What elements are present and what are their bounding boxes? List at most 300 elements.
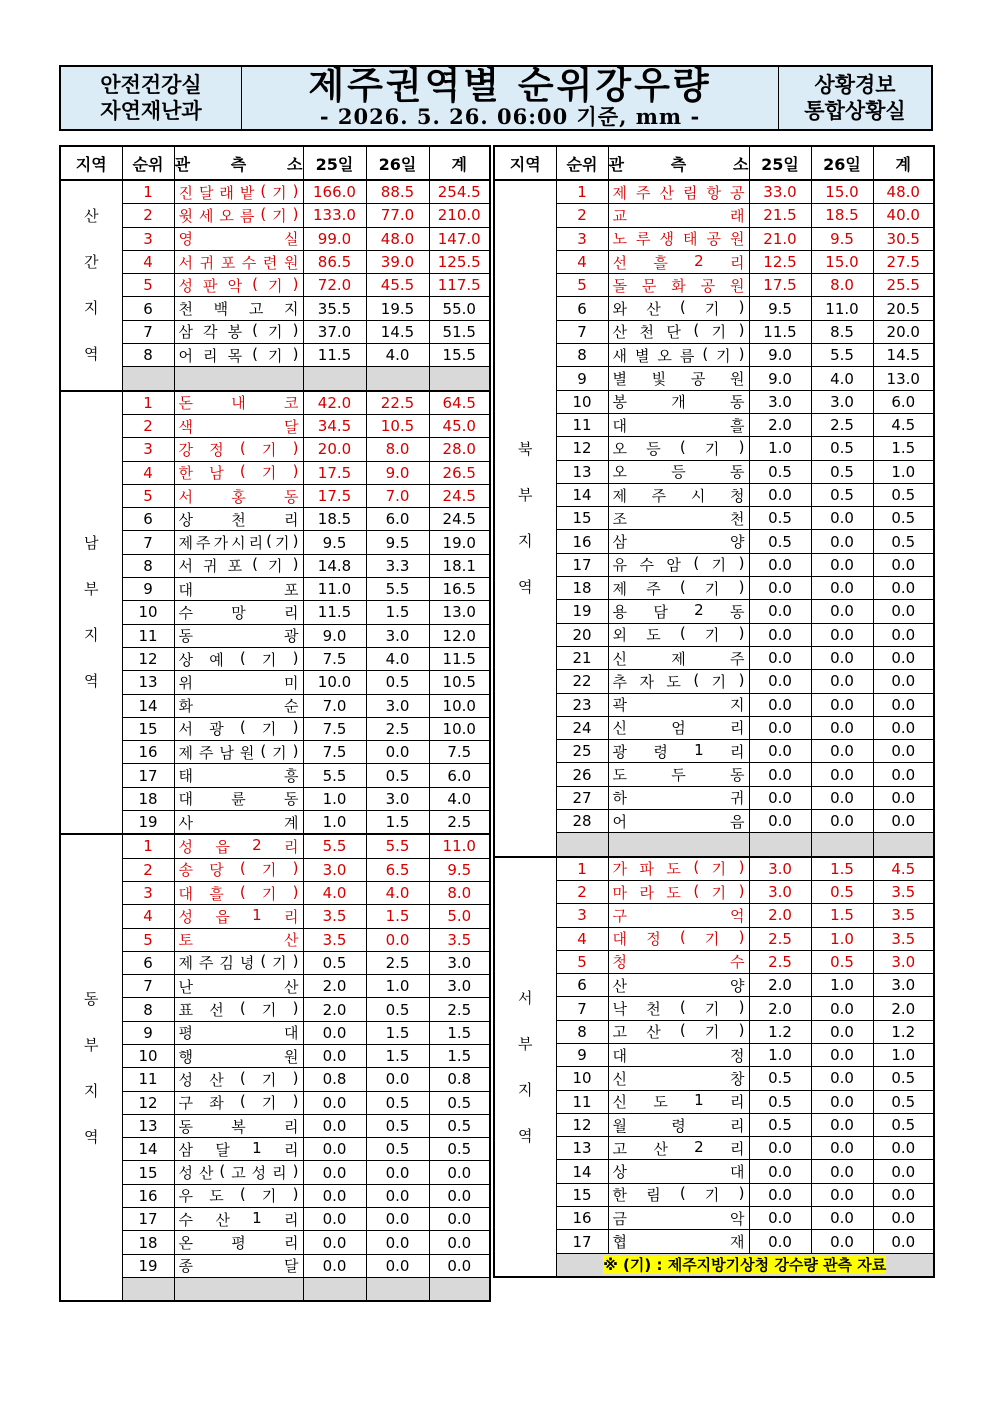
day25-cell: 3.0 — [749, 880, 811, 903]
rank-cell: 10 — [556, 390, 608, 413]
day25-cell: 3.0 — [749, 857, 811, 881]
department-line-1: 안전건강실 — [100, 73, 202, 97]
rank-cell: 14 — [122, 694, 174, 717]
total-cell: 64.5 — [429, 391, 490, 415]
table-row — [494, 950, 934, 973]
table-row — [60, 881, 490, 904]
table-row — [494, 577, 934, 600]
total-cell: 210.0 — [429, 204, 490, 227]
station-name: 평 대 — [178, 1024, 299, 1043]
day26-cell: 0.5 — [366, 764, 429, 787]
total-cell: 3.0 — [873, 974, 934, 997]
day26-cell: 48.0 — [366, 227, 429, 250]
day25-cell: 1.0 — [749, 1043, 811, 1066]
total-cell: 2.5 — [429, 998, 490, 1021]
rank-cell: 2 — [556, 880, 608, 903]
region-cell — [60, 391, 122, 835]
day25-cell: 0.0 — [749, 1137, 811, 1160]
station-name: 성 산 ( 기 ) — [178, 1068, 299, 1089]
day25-cell: 0.0 — [749, 1183, 811, 1206]
total-cell: 13.0 — [873, 367, 934, 390]
day25-cell: 0.5 — [749, 1067, 811, 1090]
table-row — [60, 274, 490, 297]
total-cell: 0.5 — [873, 1067, 934, 1090]
total-cell: 4.5 — [873, 413, 934, 436]
day26-cell: 1.0 — [366, 975, 429, 998]
station-cell — [174, 1231, 303, 1254]
blank-cell — [366, 1277, 429, 1301]
day25-cell: 33.0 — [749, 180, 811, 204]
day25-cell: 3.0 — [749, 390, 811, 413]
day25-cell: 0.0 — [303, 1021, 366, 1044]
table-row — [494, 1207, 934, 1230]
table-row — [494, 974, 934, 997]
region-label: 동부지역 — [84, 989, 99, 1146]
table-row — [60, 834, 490, 858]
day26-cell: 22.5 — [366, 391, 429, 415]
office-line-1: 상황경보 — [814, 73, 896, 97]
day26-cell: 0.0 — [811, 646, 873, 669]
blank-cell — [749, 833, 811, 857]
station-name: 서 광 ( 기 ) — [178, 718, 299, 739]
rank-cell: 13 — [556, 460, 608, 483]
table-row — [494, 927, 934, 950]
station-cell — [174, 975, 303, 998]
day26-cell: 1.0 — [811, 974, 873, 997]
day25-cell: 4.0 — [303, 881, 366, 904]
station-cell — [174, 414, 303, 437]
rank-cell: 13 — [122, 671, 174, 694]
rank-cell: 9 — [122, 578, 174, 601]
table-row — [60, 647, 490, 670]
total-cell: 0.0 — [873, 763, 934, 786]
rank-cell: 5 — [556, 950, 608, 973]
day25-cell: 0.0 — [749, 600, 811, 623]
day26-cell: 3.0 — [366, 694, 429, 717]
total-cell: 6.0 — [429, 764, 490, 787]
day25-cell: 42.0 — [303, 391, 366, 415]
table-row — [60, 1254, 490, 1277]
total-cell: 11.5 — [429, 647, 490, 670]
rainfall-table-left — [59, 145, 491, 1302]
table-row — [60, 204, 490, 227]
day25-cell: 0.0 — [749, 646, 811, 669]
day25-cell: 1.0 — [749, 437, 811, 460]
rank-cell: 4 — [122, 905, 174, 928]
station-name: 제 주 가 시 리 ( 기 ) — [178, 532, 299, 553]
table-row — [60, 461, 490, 484]
day25-cell: 11.0 — [303, 578, 366, 601]
station-name: 수 산 1 리 — [178, 1208, 299, 1229]
total-cell: 0.0 — [873, 786, 934, 809]
table-row — [60, 694, 490, 717]
station-name: 수 망 리 — [178, 603, 299, 622]
rank-cell: 1 — [556, 180, 608, 204]
office-line-2: 통합상황실 — [804, 99, 906, 123]
rank-cell: 2 — [556, 204, 608, 227]
station-name: 금 악 — [612, 1209, 745, 1228]
day25-cell: 17.5 — [749, 274, 811, 297]
day26-cell: 0.5 — [366, 998, 429, 1021]
day25-cell: 35.5 — [303, 297, 366, 320]
table-row — [494, 274, 934, 297]
day26-cell: 0.0 — [811, 1067, 873, 1090]
station-name: 청 수 — [612, 953, 745, 972]
total-cell: 0.5 — [429, 1091, 490, 1114]
day25-cell: 1.0 — [303, 811, 366, 835]
station-cell — [174, 787, 303, 810]
rank-cell: 1 — [556, 857, 608, 881]
station-cell — [174, 461, 303, 484]
blank-cell — [429, 1277, 490, 1301]
station-name: 제 주 산 림 항 공 — [612, 183, 745, 202]
rank-cell: 7 — [122, 320, 174, 343]
day26-cell: 0.0 — [811, 693, 873, 716]
rank-cell: 10 — [556, 1067, 608, 1090]
day25-cell: 0.0 — [749, 763, 811, 786]
station-name: 고 산 ( 기 ) — [612, 1021, 745, 1042]
total-cell: 0.0 — [429, 1161, 490, 1184]
day25-cell: 3.5 — [303, 905, 366, 928]
col-day26: 26일 — [366, 146, 429, 180]
col-rank: 순위 — [122, 146, 174, 180]
day25-cell: 0.0 — [749, 716, 811, 739]
total-cell: 0.0 — [873, 623, 934, 646]
station-cell — [174, 1161, 303, 1184]
document-header — [59, 65, 933, 131]
total-cell: 3.5 — [873, 904, 934, 927]
station-name: 사 계 — [178, 813, 299, 832]
table-row — [494, 250, 934, 273]
total-cell: 13.0 — [429, 601, 490, 624]
station-name: 추 자 도 ( 기 ) — [612, 670, 745, 691]
station-cell — [608, 927, 749, 950]
day25-cell: 37.0 — [303, 320, 366, 343]
station-cell — [608, 810, 749, 833]
day26-cell: 1.0 — [811, 927, 873, 950]
station-name: 제 주 시 청 — [612, 486, 745, 505]
day25-cell: 0.0 — [749, 786, 811, 809]
day26-cell: 10.5 — [366, 414, 429, 437]
station-cell — [174, 998, 303, 1021]
table-row — [60, 1068, 490, 1091]
table-row — [494, 227, 934, 250]
rank-cell: 14 — [556, 483, 608, 506]
rank-cell: 1 — [122, 180, 174, 204]
day26-cell: 0.0 — [366, 1161, 429, 1184]
table-row — [60, 414, 490, 437]
day26-cell: 0.0 — [366, 1231, 429, 1254]
station-name: 천 백 고 지 — [178, 300, 299, 319]
rank-cell: 18 — [556, 577, 608, 600]
total-cell: 20.5 — [873, 297, 934, 320]
table-row — [494, 390, 934, 413]
day25-cell: 34.5 — [303, 414, 366, 437]
station-cell — [174, 905, 303, 928]
total-cell: 26.5 — [429, 461, 490, 484]
table-row — [60, 1184, 490, 1207]
day25-cell: 5.5 — [303, 764, 366, 787]
table-row — [494, 857, 934, 881]
station-cell — [608, 344, 749, 367]
day25-cell: 0.0 — [303, 1184, 366, 1207]
table-row — [494, 1160, 934, 1183]
day26-cell: 9.5 — [366, 531, 429, 554]
station-name: 우 도 ( 기 ) — [178, 1185, 299, 1206]
station-cell — [174, 1068, 303, 1091]
total-cell: 117.5 — [429, 274, 490, 297]
day26-cell: 0.0 — [811, 507, 873, 530]
total-cell: 3.5 — [873, 927, 934, 950]
page-title: 제주권역별 순위강우량 — [308, 64, 712, 107]
rank-cell: 4 — [122, 461, 174, 484]
day25-cell: 20.0 — [303, 438, 366, 461]
table-row — [60, 227, 490, 250]
station-cell — [608, 180, 749, 204]
day25-cell: 0.5 — [749, 1090, 811, 1113]
rank-cell: 11 — [122, 624, 174, 647]
region-cell — [60, 180, 122, 391]
table-row — [60, 1231, 490, 1254]
station-cell — [608, 460, 749, 483]
total-cell: 18.1 — [429, 554, 490, 577]
blank-row — [494, 833, 934, 857]
table-row — [60, 1114, 490, 1137]
day26-cell: 5.5 — [366, 578, 429, 601]
table-row — [60, 717, 490, 740]
total-cell: 4.5 — [873, 857, 934, 881]
total-cell: 3.5 — [873, 880, 934, 903]
table-row — [494, 437, 934, 460]
station-cell — [174, 484, 303, 507]
total-cell: 5.0 — [429, 905, 490, 928]
station-name: 고 산 2 리 — [612, 1137, 745, 1158]
day25-cell: 9.5 — [749, 297, 811, 320]
table-row — [494, 1043, 934, 1066]
day26-cell: 0.0 — [811, 786, 873, 809]
station-cell — [174, 297, 303, 320]
total-cell: 8.0 — [429, 881, 490, 904]
col-station — [608, 146, 749, 180]
day26-cell: 4.0 — [811, 367, 873, 390]
day26-cell: 3.0 — [811, 390, 873, 413]
table-row — [60, 951, 490, 974]
total-cell: 3.0 — [429, 975, 490, 998]
blank-cell — [429, 367, 490, 391]
day26-cell: 3.0 — [366, 787, 429, 810]
day26-cell: 0.0 — [811, 763, 873, 786]
day26-cell: 11.0 — [811, 297, 873, 320]
day26-cell: 45.5 — [366, 274, 429, 297]
day26-cell: 0.0 — [366, 1208, 429, 1231]
region-label: 서부지역 — [518, 988, 533, 1145]
day26-cell: 1.5 — [811, 904, 873, 927]
station-name: 행 원 — [178, 1047, 299, 1066]
day25-cell: 0.0 — [749, 483, 811, 506]
table-row — [60, 391, 490, 415]
total-cell: 0.0 — [873, 1137, 934, 1160]
station-name: 대 포 — [178, 580, 299, 599]
station-cell — [608, 1160, 749, 1183]
rank-cell: 3 — [556, 904, 608, 927]
station-name: 대 정 ( 기 ) — [612, 928, 745, 949]
day26-cell: 0.5 — [366, 1091, 429, 1114]
total-cell: 0.0 — [873, 693, 934, 716]
station-name: 서 귀 포 수 련 원 — [178, 253, 299, 272]
blank-cell — [303, 367, 366, 391]
rank-cell: 3 — [122, 438, 174, 461]
day26-cell: 88.5 — [366, 180, 429, 204]
station-cell — [608, 974, 749, 997]
day26-cell: 0.0 — [366, 1184, 429, 1207]
total-cell: 0.0 — [873, 810, 934, 833]
table-row — [494, 810, 934, 833]
rank-cell: 15 — [122, 717, 174, 740]
department-line-2: 자연재난과 — [100, 99, 202, 123]
rank-cell: 8 — [122, 554, 174, 577]
table-row — [60, 578, 490, 601]
table-row — [494, 763, 934, 786]
day25-cell: 3.5 — [303, 928, 366, 951]
station-cell — [608, 367, 749, 390]
day26-cell: 0.5 — [811, 880, 873, 903]
station-name: 영 실 — [178, 230, 299, 249]
day25-cell: 0.8 — [303, 1068, 366, 1091]
day25-cell: 11.5 — [749, 320, 811, 343]
day25-cell: 0.5 — [749, 1113, 811, 1136]
station-name: 노 루 생 태 공 원 — [612, 230, 745, 249]
day26-cell: 0.0 — [811, 670, 873, 693]
day26-cell: 8.0 — [366, 438, 429, 461]
station-name: 별 빛 공 원 — [612, 370, 745, 389]
rank-cell: 17 — [556, 1230, 608, 1253]
day25-cell: 0.0 — [749, 1207, 811, 1230]
rank-cell: 17 — [556, 553, 608, 576]
rank-cell: 8 — [556, 344, 608, 367]
table-row — [494, 740, 934, 763]
table-row — [60, 858, 490, 881]
rank-cell: 12 — [122, 647, 174, 670]
department-box — [61, 67, 242, 129]
rank-cell: 14 — [556, 1160, 608, 1183]
total-cell: 1.5 — [429, 1021, 490, 1044]
day26-cell: 0.0 — [366, 1068, 429, 1091]
total-cell: 0.0 — [873, 740, 934, 763]
station-cell — [608, 1207, 749, 1230]
blank-cell — [608, 833, 749, 857]
total-cell: 0.5 — [873, 1090, 934, 1113]
day26-cell: 4.0 — [366, 647, 429, 670]
total-cell: 45.0 — [429, 414, 490, 437]
station-name: 돌 문 화 공 원 — [612, 276, 745, 295]
total-cell: 7.5 — [429, 741, 490, 764]
station-name: 신 제 주 — [612, 649, 745, 668]
day26-cell: 15.0 — [811, 250, 873, 273]
rank-cell: 15 — [556, 1183, 608, 1206]
station-cell — [608, 786, 749, 809]
rank-cell: 19 — [122, 1254, 174, 1277]
station-name: 오 등 동 — [612, 463, 745, 482]
day25-cell: 72.0 — [303, 274, 366, 297]
station-cell — [174, 858, 303, 881]
table-row — [494, 204, 934, 227]
table-row — [494, 670, 934, 693]
footnote: ※ (기) : 제주지방기상청 강수량 관측 자료 — [603, 1256, 887, 1275]
station-cell — [608, 553, 749, 576]
rank-cell: 4 — [122, 250, 174, 273]
rank-cell: 15 — [122, 1161, 174, 1184]
rank-cell: 11 — [556, 1090, 608, 1113]
day26-cell: 0.0 — [811, 1160, 873, 1183]
total-cell: 0.0 — [429, 1254, 490, 1277]
day26-cell: 0.0 — [366, 741, 429, 764]
col-day25: 25일 — [303, 146, 366, 180]
day25-cell: 18.5 — [303, 508, 366, 531]
table-row — [60, 787, 490, 810]
rank-cell: 22 — [556, 670, 608, 693]
table-row — [60, 250, 490, 273]
station-name: 오 등 ( 기 ) — [612, 437, 745, 458]
day25-cell: 2.0 — [303, 998, 366, 1021]
table-row — [494, 320, 934, 343]
day25-cell: 0.0 — [303, 1254, 366, 1277]
station-name: 낙 천 ( 기 ) — [612, 998, 745, 1019]
rank-cell: 13 — [556, 1137, 608, 1160]
station-name: 조 천 — [612, 509, 745, 528]
rank-cell: 2 — [122, 204, 174, 227]
table-row — [60, 811, 490, 835]
total-cell: 48.0 — [873, 180, 934, 204]
rank-cell: 25 — [556, 740, 608, 763]
table-header-row — [494, 146, 934, 180]
station-cell — [608, 320, 749, 343]
station-cell — [174, 274, 303, 297]
table-row — [494, 786, 934, 809]
day26-cell: 0.0 — [811, 1090, 873, 1113]
total-cell: 0.0 — [429, 1231, 490, 1254]
day26-cell: 3.0 — [366, 624, 429, 647]
table-row — [494, 460, 934, 483]
station-name: 동 복 리 — [178, 1117, 299, 1136]
rank-cell: 10 — [122, 601, 174, 624]
day26-cell: 6.0 — [366, 508, 429, 531]
day25-cell: 0.5 — [749, 460, 811, 483]
station-name: 유 수 암 ( 기 ) — [612, 554, 745, 575]
station-cell — [174, 578, 303, 601]
col-station-label: 관 측 소 — [174, 154, 303, 174]
station-name: 한 남 ( 기 ) — [178, 462, 299, 483]
rank-cell: 6 — [556, 974, 608, 997]
rank-cell: 27 — [556, 786, 608, 809]
station-name: 제 주 남 원 ( 기 ) — [178, 741, 299, 762]
day26-cell: 0.5 — [811, 460, 873, 483]
total-cell: 1.5 — [873, 437, 934, 460]
total-cell: 40.0 — [873, 204, 934, 227]
total-cell: 0.0 — [873, 716, 934, 739]
day26-cell: 5.5 — [366, 834, 429, 858]
day25-cell: 166.0 — [303, 180, 366, 204]
total-cell: 16.5 — [429, 578, 490, 601]
rank-cell: 14 — [122, 1138, 174, 1161]
day26-cell: 8.5 — [811, 320, 873, 343]
station-cell — [608, 646, 749, 669]
day26-cell: 2.5 — [366, 951, 429, 974]
station-cell — [608, 740, 749, 763]
total-cell: 2.5 — [429, 811, 490, 835]
rank-cell: 9 — [122, 1021, 174, 1044]
table-row — [494, 880, 934, 903]
station-cell — [608, 250, 749, 273]
